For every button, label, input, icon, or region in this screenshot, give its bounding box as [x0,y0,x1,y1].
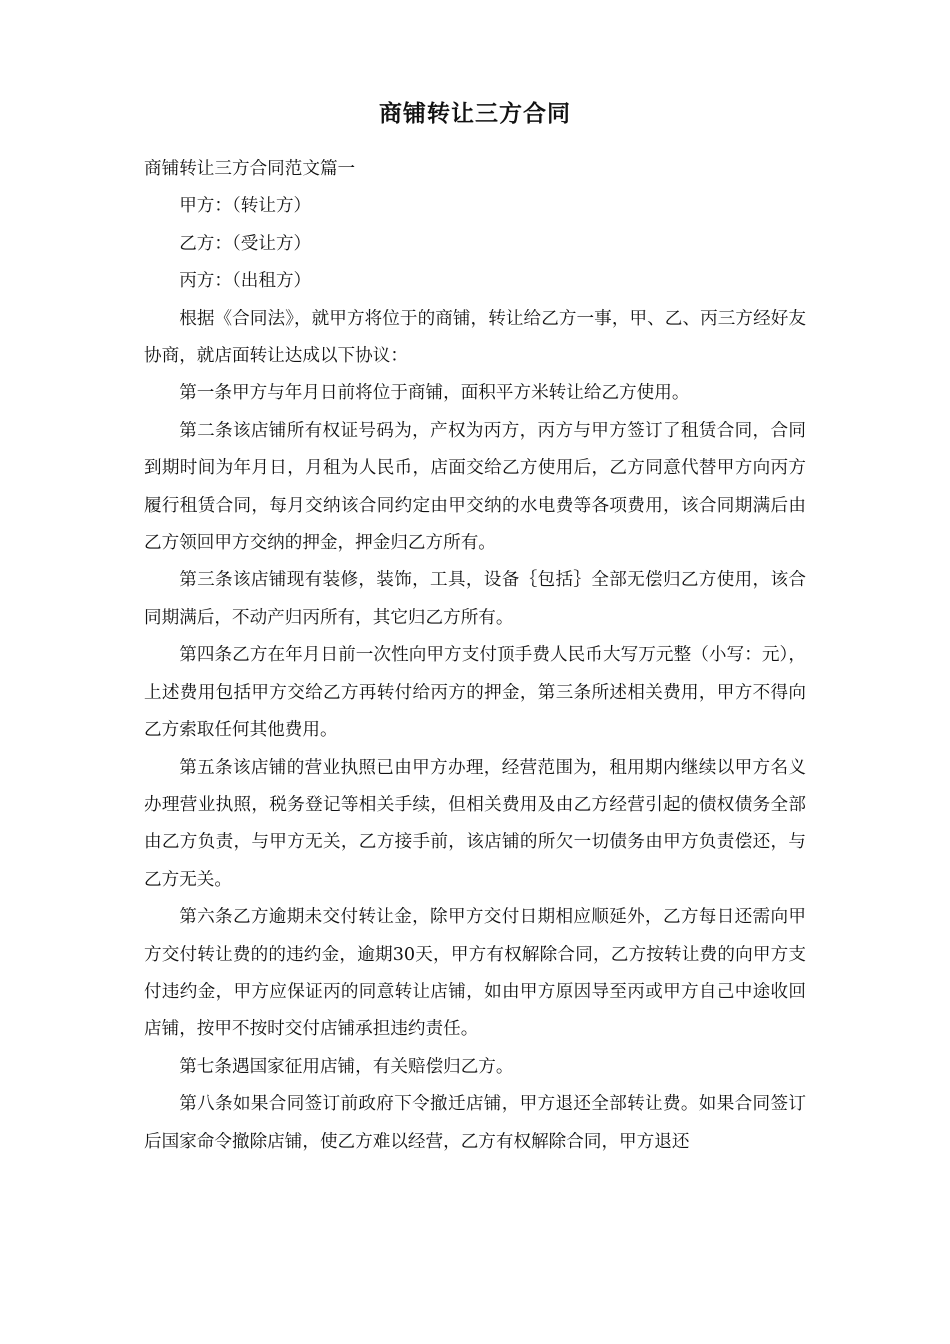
paragraph-article-7: 第七条遇国家征用店铺，有关赔偿归乙方。 [179,1056,514,1077]
document-title: 商铺转让三方合同 [379,101,571,127]
paragraph-article-5: 第五条该店铺的营业执照已由甲方办理，经营范围为，租用期内继续以甲方名义办理营业执照，税务登记等相关手续，但相关费用及由乙方经营引起的债权债务全部由乙方负责，与甲方无关，乙方接手前，该店铺的所欠一切债务由甲方负责偿还，与乙方无关。 [144,757,806,890]
paragraph-article-2: 第二条该店铺所有权证号码为，产权为丙方，丙方与甲方签订了租赁合同，合同到期时间为年月日，月租为人民币，店面交给乙方使用后，乙方同意代替甲方向丙方履行租赁合同，每月交纳该合同约定由甲交纳的水电费等各项费用，该合同期满后由乙方领回甲方交纳的押金，押金归乙方所有。 [144,420,806,554]
paragraph-article-3: 第三条该店铺现有装修，装饰，工具，设备｛包括｝全部无偿归乙方使用，该合同期满后，不动产归丙所有，其它归乙方所有。 [144,570,806,628]
document-body [144,151,806,1161]
paragraph-preamble: 根据《合同法》，就甲方将位于的商铺，转让给乙方一事，甲、乙、丙三方经好友协商，就店面转让达成以下协议： [144,308,806,367]
paragraph-article-6: 第六条乙方逾期未交付转让金，除甲方交付日期相应顺延外，乙方每日还需向甲方交付转让费的的违约金，逾期30天，甲方有权解除合同，乙方按转让费的向甲方支付违约金，甲方应保证丙的同意转让店铺，如由甲方原因导至丙或甲方自己中途收回店铺，按甲不按时交付店铺承担违约责任。 [144,907,806,1040]
paragraph-article-1: 第一条甲方与年月日前将位于商铺，面积平方米转让给乙方使用。 [179,383,690,404]
party-a: 甲方：（转让方） [179,196,312,217]
paragraph-article-4: 第四条乙方在年月日前一次性向甲方支付顶手费人民币大写万元整（小写：元），上述费用包括甲方交给乙方再转付给丙方的押金，第三条所述相关费用，甲方不得向乙方索取任何其他费用。 [144,645,806,741]
party-b: 乙方：（受让方） [179,233,312,254]
party-c: 丙方：（出租方） [179,271,312,292]
paragraph-article-8: 第八条如果合同签订前政府下令撤迁店铺，甲方退还全部转让费。如果合同签订后国家命令撤除店铺，使乙方难以经营，乙方有权解除合同，甲方退还 [144,1094,806,1152]
document-subtitle: 商铺转让三方合同范文篇一 [144,159,356,179]
